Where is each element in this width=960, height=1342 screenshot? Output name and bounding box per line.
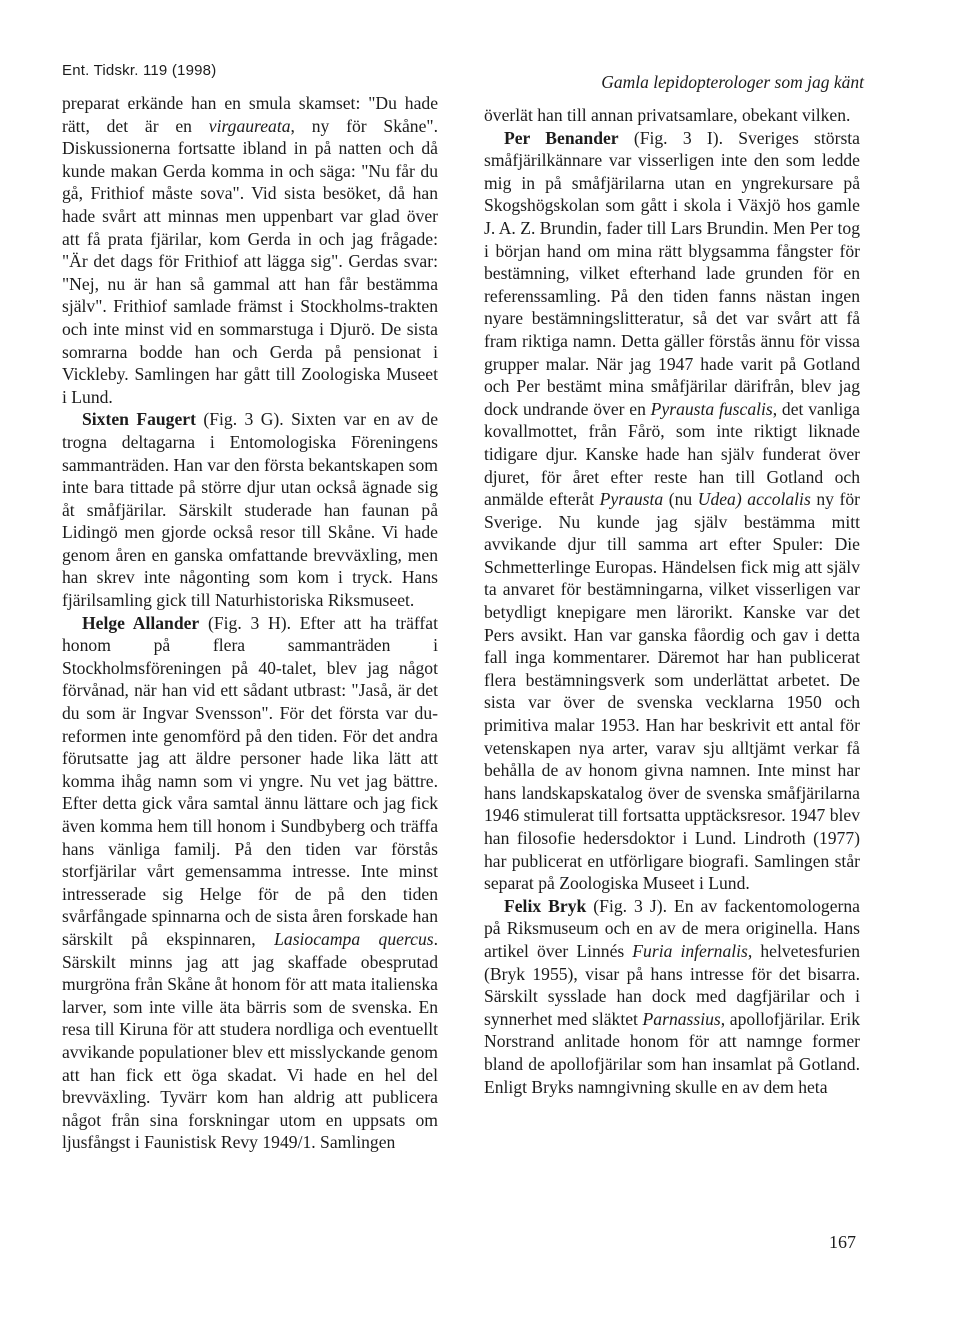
paragraph-helge-allander: Helge Allander (Fig. 3 H). Efter att ha träffat honom på flera sammanträden i Stockholmsföreningen på 40-talet, blev jag något förvånad, när han vid ett sådant utbrast: "Jaså, är det du som är Ingvar Svensson". För det första var du-reformen inte genomförd på den tiden. För det andra förutsatte jag att äldre personer hade lika lätt att komma ihåg namn som vi yngre. Nu vet jag bättre. Efter detta gick våra samtal ännu lättare och jag fick även komma hem till honom i Sundbyberg och träffa hans vänliga familj. På den tiden var förstås storfjärilar vårt gemensamma intresse. Inte minst intresserade sig Helge för de på den tiden svårfångade spinnarna och de sista åren forskade han särskilt på ekspinnaren, Lasiocampa quercus. Särskilt minns jag att jag skaffade obesprutad murgröna från Skåne åt honom för att mata italienska larver, som inte ville äta bärris som de svenska. En resa till Kiruna för att studera nordliga och eventuellt avvikande populationer blev ett misslyckande genom att han fick ett öga skadat. Vi hade en hel del brevväxling. Tyvärr kom han aldrig att publicera något från sina forskningar utom en uppsats om ljusfångst i Faunistisk Revy 1949/1. Samlingen: [62, 612, 439, 1153]
person-name: Helge Allander: [82, 612, 200, 633]
paragraph-sixten-faugert: Sixten Faugert (Fig. 3 G). Sixten var en av de trogna deltagarna i Entomologiska Föreningens sammanträden. Han var den första bekantskapen som inte bara tittade på större djur utan också ägnade sig åt småfjärilar. Särskilt studerade han faunan på Lidingö men gjorde också resor till Skåne. Vi hade genom åren en ganska omfattande brevväxling, men han skrev inte någonting som kom i tryck. Hans fjärilsamling gick till Naturhistoriska Riksmuseet.: [62, 409, 438, 611]
person-name: Felix Bryk: [504, 895, 587, 916]
left-column: [62, 92, 438, 1154]
running-title: Gamla lepidopterologer som jag känt: [601, 72, 864, 92]
person-name: Per Benander: [504, 127, 619, 148]
right-column: [484, 104, 860, 1098]
person-name: Sixten Faugert: [82, 409, 196, 430]
paragraph-felix-bryk: Felix Bryk (Fig. 3 J). En av fackentomologerna på Riksmuseum och en av de mera originella. Hans artikel över Linnés Furia infernalis, helvetesfurien (Bryk 1955), visar på hans intresse för det bisarra. Särskilt sysslade han dock med dagfjärilar och i synnerhet med släktet Parnassius, apollofjärilar. Erik Norstrand anlitade honom för att namnge former bland de apollofjärilar som han insamlat på Gotland. Enligt Bryks namngivning skulle en av dem heta: [484, 895, 861, 1097]
paragraph-allander-cont: överlät han till annan privatsamlare, obekant vilken.: [484, 105, 851, 125]
page-number: 167: [829, 1232, 856, 1252]
paragraph-per-benander: Per Benander (Fig. 3 I). Sveriges största småfjärilkännare var visserligen inte den som ledde mig in på småfjärilarna utan en yngrekursare på Skogshögskolan som gått i skola i Växjö hos gamle J. A. Z. Brundin, fader till Lars Brundin. Men Per tog i början hand om mina rätt blygsamma fångster för bestämning, vilket efterhand lade grunden för en referenssamling. På den tiden fanns nästan ingen nyare bestämningslitteratur, så det var svårt att få fram riktiga namn. Detta gäller förstås ännu för vissa grupper malar. När jag 1947 hade varit på Gotland och Per bestämt mina småfjärilar därifrån, blev jag dock undrande över en Pyrausta fuscalis, det vanliga kovallmottet, från Fårö, som inte riktigt liknade tidigare djur. Kanske hade han själv funderat över djuret, för året efter reste han till Gotland och anmälde efteråt Pyrausta (nu Udea) accolalis ny för Sverige. Nu kunde jag själv bestämma mitt avvikande djur till samma art efter Spuler: Die Schmetterlinge Europas. Händelsen fick mig att själv ta anvaret för bestämningarna, vilket visserligen var betydligt knepigare men lärorikt. Kanske var det Pers avsikt. Han var ganska fåordig och gav i detta fall inga kommentarer. Däremot har han publicerat flera bestämningsverk som underlättat arbetet. De sista var över de svenska vecklarna 1950 och primitiva malar 1953. Han har beskrivit ett antal för vetenskapen nya arter, varav sju alltjämt verkar få behålla de av honom givna namnen. Inte minst har hans landskapskatalog över de svenska småfjärilarna 1946 stimulerat till fortsatta upptäcksresor. 1947 blev han filosofie hedersdoktor i Lund. Lindroth (1977) har publicerat en utförligare biografi. Samlingen står separat på Zoologiska Museet i Lund.: [484, 127, 861, 894]
paragraph-frithiof-cont: preparat erkände han en smula skamset: "Du hade rätt, det är en virgaureata, ny för Skåne". Diskussionerna fortsatte ibland in på natten och då kunde makan Gerda komma in och säga: "Nu får du gå, Frithiof måste sova". Vid sista besöket, då han hade svårt att minnas men uppenbart var glad över att få prata fjärilar, kom Gerda in och jag frågade: "Är det dags för Frithiof att lägga sig". Gerdas svar: "Nej, nu är han så gammal att han får bestämma själv". Frithiof samlade främst i Stockholms-trakten och inte minst vid en sommarstuga i Djurö. De sista somrarna bodde han och Gerda på pensionat i Vickleby. Samlingen har gått till Zoologiska Museet i Lund.: [62, 93, 438, 407]
journal-header: Ent. Tidskr. 119 (1998): [62, 62, 217, 79]
